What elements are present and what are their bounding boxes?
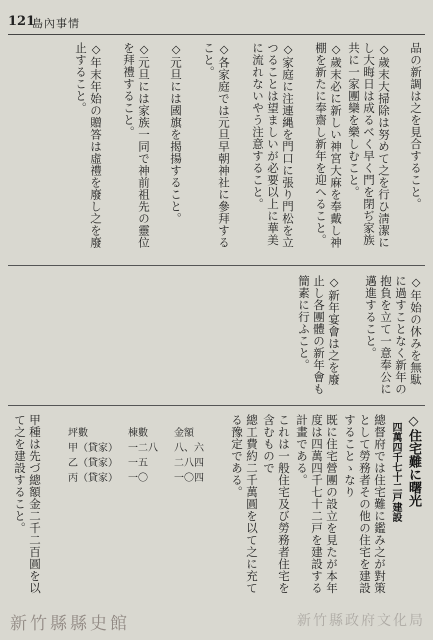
article-column-1: 總督府では住宅難に鑑み之が對策として勞務者その他の住宅を建設することゝなり — [343, 414, 387, 594]
table-cell: 甲（貸家） — [68, 443, 118, 454]
section-divider-2 — [8, 405, 425, 406]
table-row — [68, 469, 218, 484]
table-header: 坪數 — [68, 428, 88, 439]
article-column-2: 既に住宅營團の設立を見たが本年度は四萬四千七十二戸を建設する計畫である。 — [295, 414, 339, 594]
middle-column-1: ◇年始の休みを無駄に過すことなく新年の抱負を立て一意奉公に邁進すること。 — [364, 275, 423, 395]
article-tail-column: 甲種は先づ總額金二千二百圓を以て之を建設すること。 — [13, 414, 42, 594]
table-cell: 二八四 — [174, 458, 204, 469]
table-cell: 一五 — [128, 458, 148, 469]
middle-column-2: ◇新年宴會は之を廢止し各團體の新年會も簡素に行ふこと。 — [297, 275, 341, 395]
table-header: 金額 — [174, 428, 194, 439]
top-column-4: ◇家庭に注連縄を門口に張り門松を立つることは望ましいが必要以上に華美に流れないやう注意すること。 — [251, 42, 295, 249]
table-cell: 丙（貸家） — [68, 473, 118, 484]
article-column-3: これは一般住宅及び勞務者住宅を含むもので — [262, 414, 291, 594]
housing-table — [68, 424, 218, 484]
top-column-7: ◇元旦には家族一同で神前祖先の靈位を拜禮すること。 — [122, 42, 151, 249]
top-column-3: ◇歲末必に新しい神宮大麻を奉戴し神棚を新たに奉齋し新年を迎へること。 — [314, 42, 343, 249]
top-column-5: ◇各家庭では元旦早朝神社に參拜すること。 — [202, 42, 231, 249]
section-divider-1 — [8, 265, 425, 266]
article-subtitle: 四萬四千七十二戸建設 — [390, 422, 401, 522]
running-title: 島內事情 — [32, 17, 80, 30]
watermark-text: 新竹縣政府文化局 — [297, 613, 425, 629]
article-title: ◇住宅難に曙光 — [406, 414, 421, 507]
article-column-4: 總工費約二千萬圓を以て之に充てる豫定である。 — [230, 414, 259, 594]
table-cell: 一二八 — [128, 443, 158, 454]
top-column-6: ◇元旦には國旗を揭揚すること。 — [169, 42, 183, 225]
archive-seal-text: 新竹縣縣史館 — [10, 614, 130, 634]
table-row — [68, 439, 218, 454]
table-row — [68, 454, 218, 469]
article-section — [8, 414, 425, 609]
top-column-8: ◇年末年始の贈答は虛禮を廢し之を廢止すること。 — [74, 42, 103, 249]
page-header — [8, 14, 425, 35]
table-cell: 乙（貸家） — [68, 458, 118, 469]
table-cell: 一〇四 — [174, 473, 204, 484]
page-number: 121 — [8, 14, 36, 29]
top-column-2: ◇歲末大掃除は努めて之を行ひ淸潔にし大晦日は成るべく早く門を閉ぢ家族共に一家團欒を樂しむこと。 — [347, 42, 391, 249]
table-header-row — [68, 424, 218, 439]
table-cell: 八、六 — [174, 443, 204, 454]
table-header: 棟數 — [128, 428, 148, 439]
top-column-1: 品の新調は之を見合すること。 — [409, 42, 423, 210]
table-cell: 一〇 — [128, 473, 148, 484]
